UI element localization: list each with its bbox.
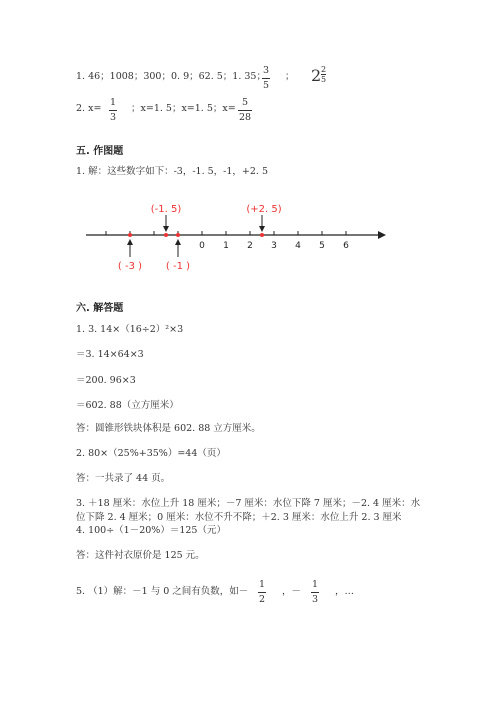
fraction-numerator: 5	[242, 97, 249, 108]
fraction-numerator: 1	[110, 97, 117, 108]
arrowhead-neg15	[163, 226, 169, 232]
drawing-answer-line: 1. 解：这些数字如下：-3，-1. 5，-1，+2. 5	[76, 166, 269, 177]
answer-line-1: 1. 46；1008；300；0. 9；62. 5；1. 35；	[76, 71, 266, 82]
tick-label: 0	[199, 241, 205, 251]
solution-line: 4. 100÷（1－20%）＝125（元）	[76, 525, 226, 536]
solution-line: 位下降 2. 4 厘米；0 厘米：水位不升不降；＋2. 3 厘米：水位上升 2. 3 厘米	[76, 512, 402, 523]
label-neg3: ( -3 )	[117, 261, 143, 272]
tick-label: 5	[319, 241, 325, 251]
point-neg3	[128, 233, 132, 237]
fraction-denominator: 3	[312, 593, 319, 605]
fraction-1-3-second	[311, 580, 319, 604]
solution-q5-tail: ，…	[335, 586, 355, 597]
arrowhead-neg1	[175, 239, 181, 245]
separator: ；	[285, 71, 295, 82]
solution-line: 1. 3. 14×（16÷2）²×3	[76, 324, 184, 335]
mixed-number-fraction	[321, 66, 326, 84]
fraction-denominator: 2	[259, 593, 266, 605]
solution-line: 答：这件衬衣原价是 125 元。	[76, 550, 205, 561]
number-line-arrowhead	[378, 231, 386, 239]
solution-q5-prefix: 5. （1）解：－1 与 0 之间有负数，如－	[76, 586, 249, 597]
solution-line: 2. 80×（25%+35%）=44（页）	[76, 448, 226, 459]
arrowhead-neg3	[127, 239, 133, 245]
tick-label: 4	[295, 241, 301, 251]
fraction-numerator: 2	[321, 65, 327, 74]
fraction-numerator: 1	[312, 579, 319, 590]
solution-q5-middle: ，－	[282, 586, 302, 597]
solution-line: 3. ＋18 厘米：水位上升 18 厘米；－7 厘米：水位下降 7 厘米；－2. 4 厘米：水	[76, 498, 421, 509]
tick-label: 2	[247, 241, 253, 251]
point-neg15	[164, 233, 168, 237]
label-neg1: ( -1 )	[165, 261, 191, 272]
section-title-drawing: 五. 作图题	[76, 146, 124, 157]
section-title-solutions: 六. 解答题	[76, 303, 124, 314]
solution-line: ＝200. 96×3	[76, 375, 136, 386]
solution-line: ＝602. 88（立方厘米）	[76, 400, 179, 411]
label-neg15: (-1. 5)	[150, 204, 182, 215]
answer-line-2-middle: ；x=1. 5；x=1. 5；x=	[131, 103, 236, 114]
arrowhead-pos25	[259, 226, 265, 232]
fraction-denominator: 5	[321, 75, 327, 84]
solution-line: ＝3. 14×64×3	[76, 349, 144, 360]
point-neg1	[176, 233, 180, 237]
fraction-numerator: 1	[259, 579, 266, 590]
tick-label: 3	[271, 241, 277, 251]
fraction-1-3	[109, 98, 117, 122]
mixed-number-whole: 2	[311, 66, 322, 85]
fraction-5-28	[238, 98, 252, 122]
fraction-denominator: 3	[110, 111, 117, 123]
tick-label: 1	[223, 241, 229, 251]
fraction-denominator: 28	[239, 111, 252, 123]
number-line-diagram	[80, 195, 400, 285]
solution-line: 答：一共录了 44 页。	[76, 473, 171, 484]
fraction-denominator: 5	[263, 79, 270, 91]
fraction-3-5	[262, 66, 270, 90]
fraction-1-2	[258, 580, 266, 604]
fraction-numerator: 3	[263, 65, 270, 76]
solution-line: 答：圆锥形铁块体积是 602. 88 立方厘米。	[76, 423, 261, 434]
answer-line-2-prefix: 2. x=	[76, 103, 102, 114]
tick-label: 6	[343, 241, 349, 251]
label-pos25: (+2. 5)	[246, 204, 282, 215]
point-pos25	[260, 233, 264, 237]
